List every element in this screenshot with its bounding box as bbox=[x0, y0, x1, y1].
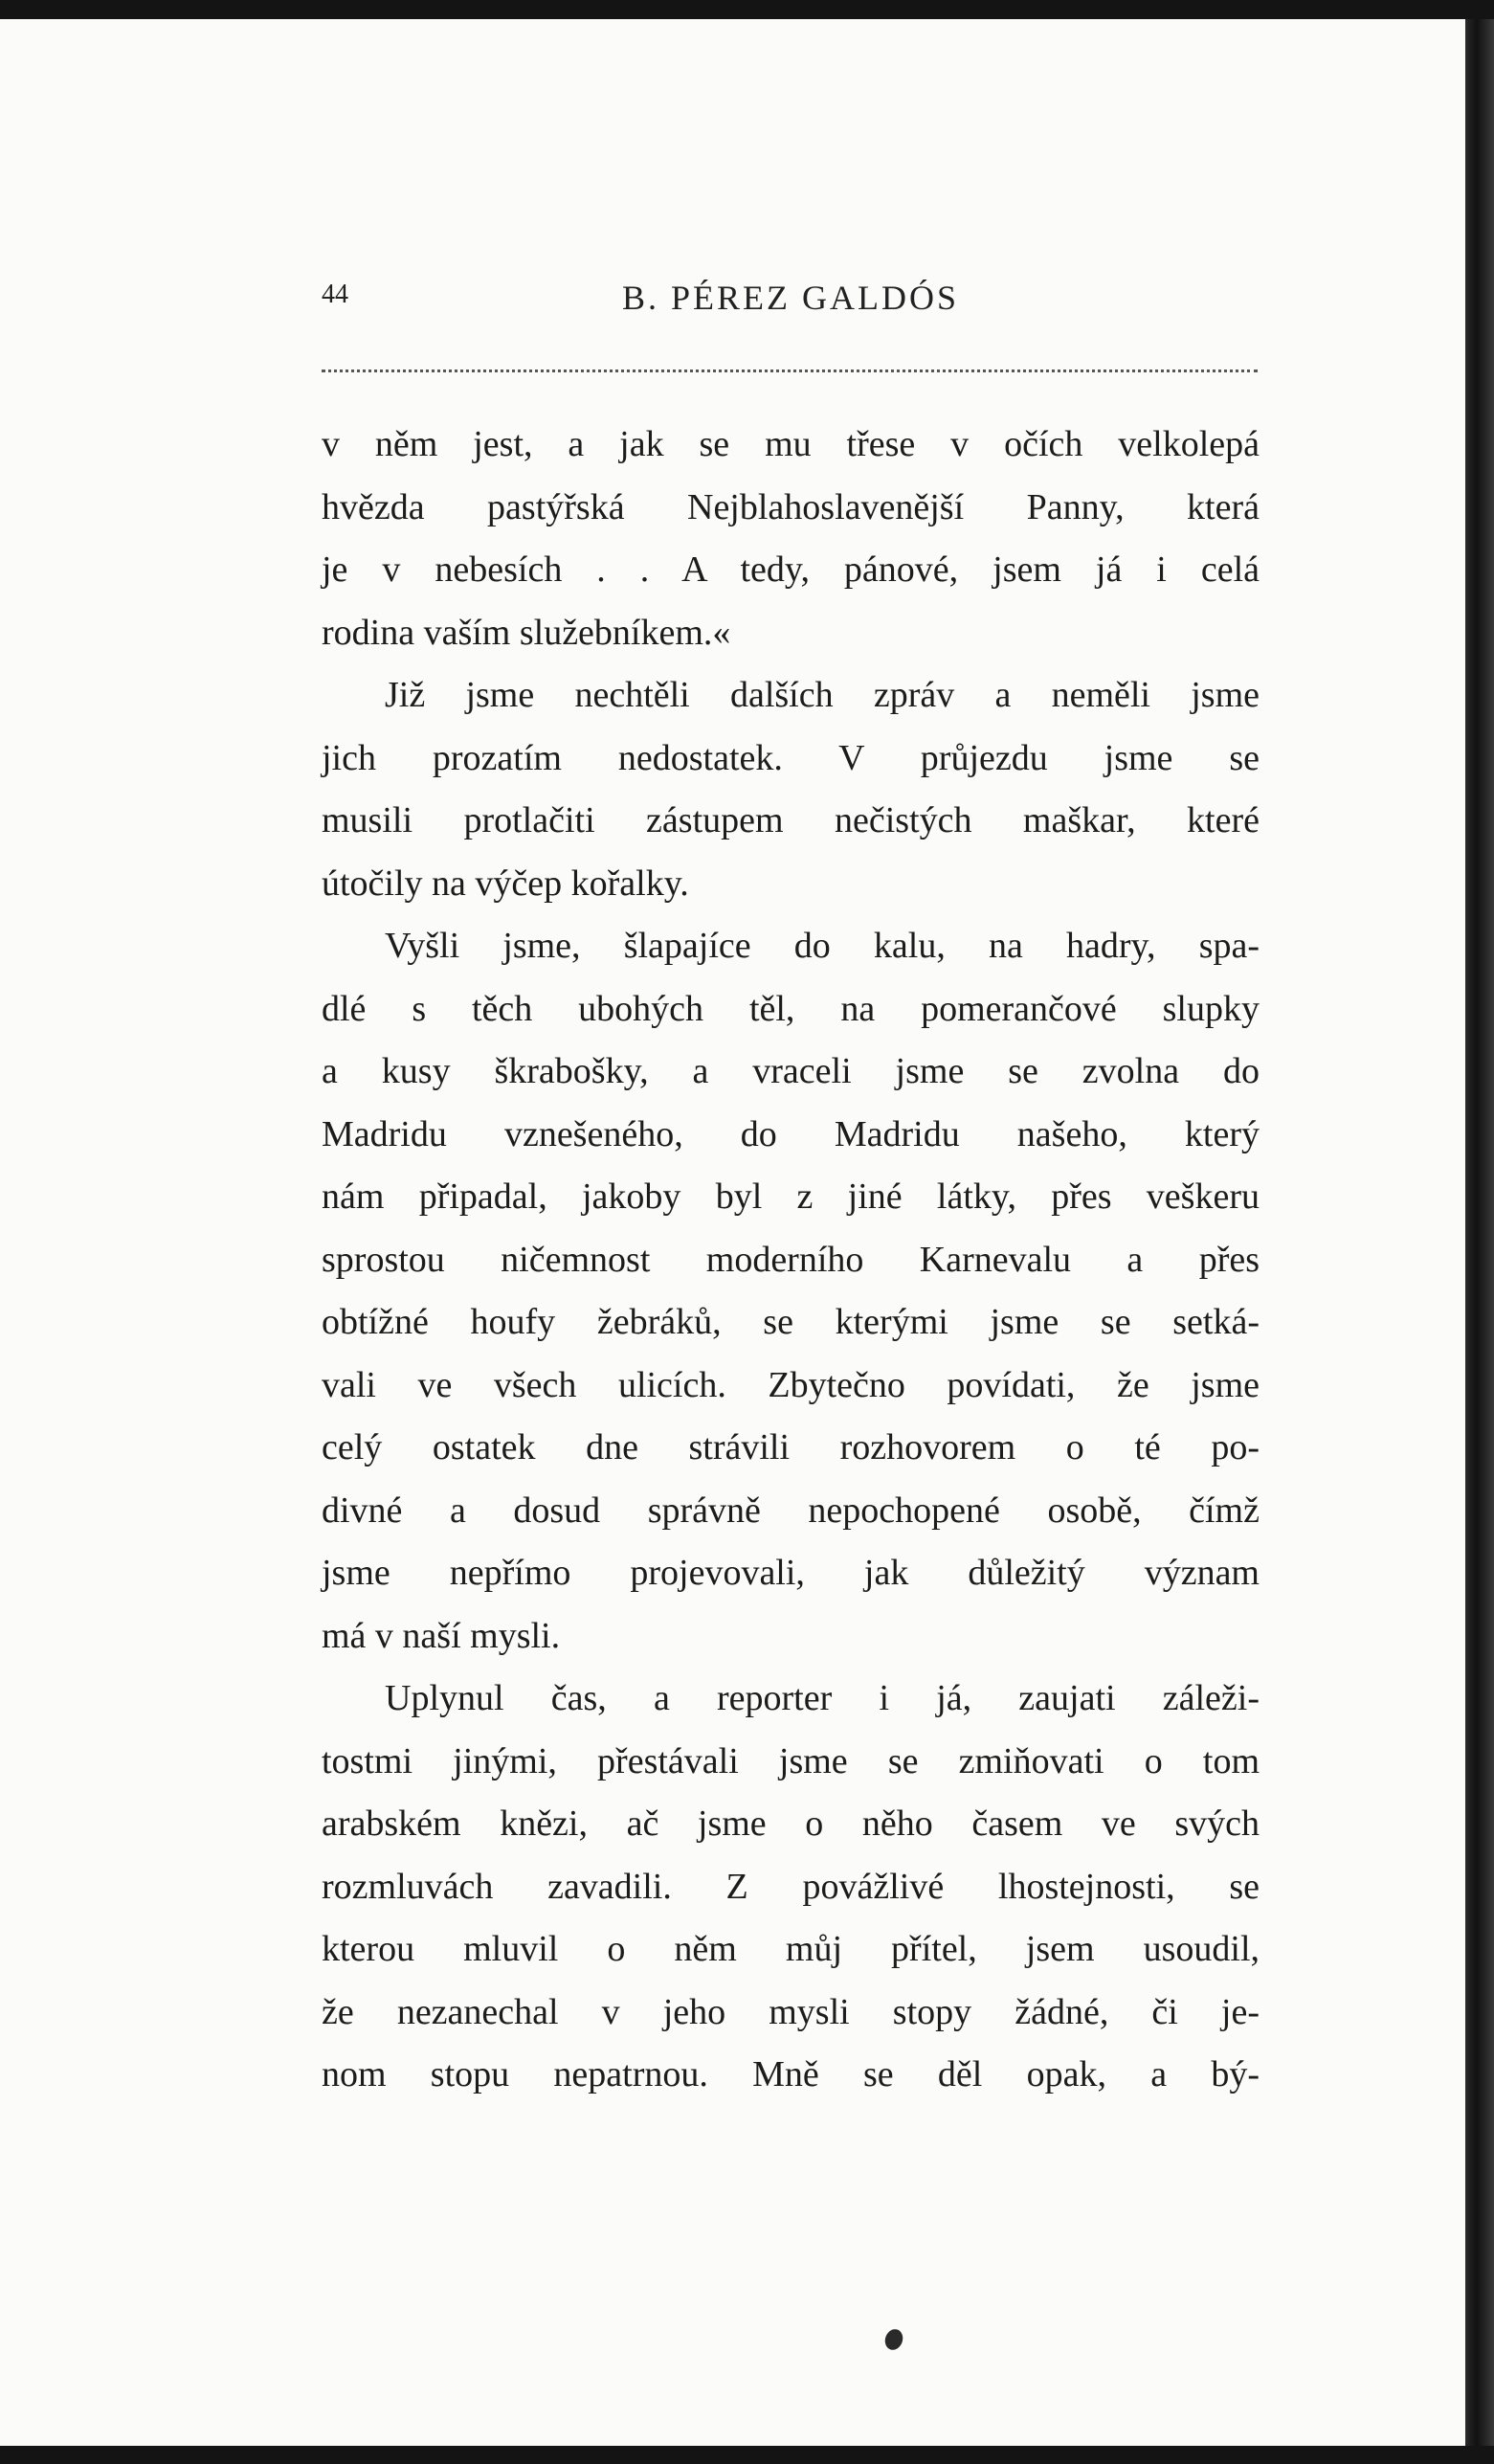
body-text bbox=[322, 414, 1260, 2107]
text-line: sprostou ničemnost moderního Karnevalu a přes bbox=[322, 1239, 1260, 1280]
text-line: kterou mluvil o něm můj přítel, jsem usoudil, bbox=[322, 1929, 1260, 1969]
text-line: musili protlačiti zástupem nečistých maškar, které bbox=[322, 800, 1260, 840]
running-title: B. PÉREZ GALDÓS bbox=[621, 279, 960, 317]
text-line: vali ve všech ulicích. Zbytečno povídati, že jsme bbox=[322, 1364, 1260, 1405]
text-line: tostmi jinými, přestávali jsme se zmiňovati o tom bbox=[322, 1740, 1260, 1781]
paragraph-first-line: Uplynul čas, a reporter i já, zaujati záleži- bbox=[385, 1678, 1260, 1718]
text-line: jich prozatím nedostatek. V průjezdu jsme se bbox=[322, 737, 1260, 778]
text-line: rodina vaším služebníkem.« bbox=[322, 612, 731, 653]
text-line: je v nebesích . . A tedy, pánové, jsem já i celá bbox=[322, 549, 1260, 590]
text-line: že nezanechal v jeho mysli stopy žádné, či je- bbox=[322, 1991, 1260, 2032]
text-line: Madridu vznešeného, do Madridu našeho, který bbox=[322, 1113, 1260, 1154]
paragraph-first-line: Již jsme nechtěli dalších zpráv a neměli jsme bbox=[385, 675, 1260, 715]
text-line: v něm jest, a jak se mu třese v očích velkolepá bbox=[322, 424, 1260, 464]
text-line: celý ostatek dne strávili rozhovorem o té po- bbox=[322, 1427, 1260, 1467]
text-line: jsme nepřímo projevovali, jak důležitý význam bbox=[322, 1553, 1260, 1593]
text-line: a kusy škrabošky, a vraceli jsme se zvolna do bbox=[322, 1051, 1260, 1091]
page-number: 44 bbox=[322, 280, 348, 309]
page-edge-shadow bbox=[1465, 19, 1494, 2446]
text-line: obtížné houfy žebráků, se kterými jsme se setká- bbox=[322, 1302, 1260, 1342]
paragraph-first-line: Vyšli jsme, šlapajíce do kalu, na hadry, spa- bbox=[385, 926, 1260, 966]
text-line: divné a dosud správně nepochopené osobě, čímž bbox=[322, 1490, 1260, 1531]
text-line: má v naší mysli. bbox=[322, 1615, 561, 1656]
scan-top-border bbox=[0, 0, 1494, 19]
text-line: nám připadal, jakoby byl z jiné látky, přes veškeru bbox=[322, 1176, 1260, 1217]
running-header bbox=[322, 278, 1260, 325]
text-line: nom stopu nepatrnou. Mně se děl opak, a bý- bbox=[322, 2054, 1260, 2094]
text-line: útočily na výčep kořalky. bbox=[322, 862, 689, 904]
text-line: rozmluvách zavadili. Z povážlivé lhostejnosti, se bbox=[322, 1866, 1260, 1907]
scan-bottom-border bbox=[0, 2446, 1494, 2464]
text-line: arabském knězi, ač jsme o něho časem ve svých bbox=[322, 1803, 1260, 1844]
text-line: hvězda pastýřská Nejblahoslavenější Panny, která bbox=[322, 486, 1260, 527]
header-dotted-rule bbox=[322, 370, 1258, 372]
text-line: dlé s těch ubohých těl, na pomerančové slupky bbox=[322, 988, 1260, 1029]
